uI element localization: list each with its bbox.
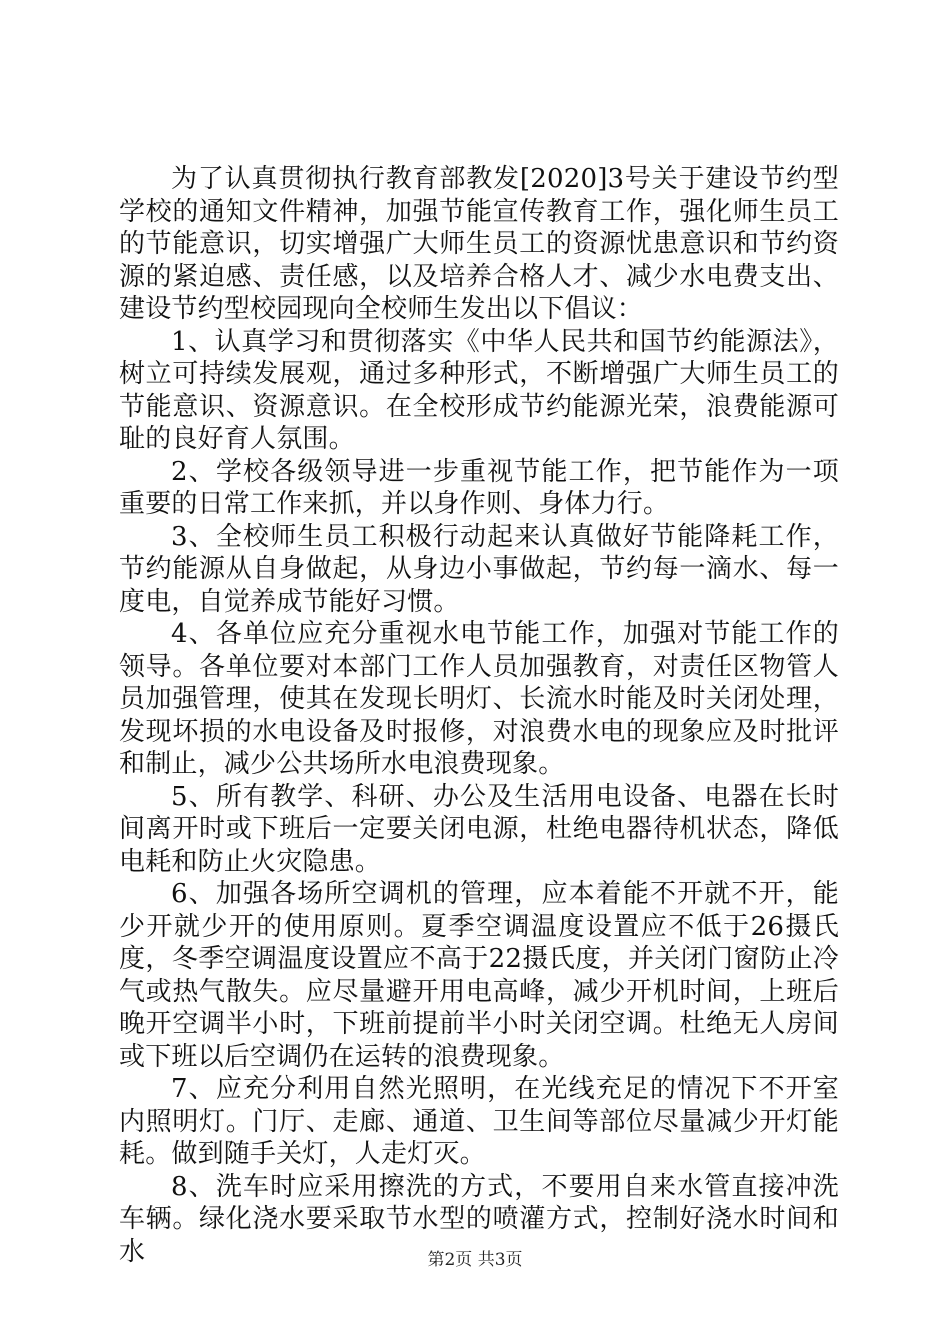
paragraph-item-8: 8、洗车时应采用擦洗的方式，不要用自来水管直接冲洗车辆。绿化浇水要采取节水型的喷灌方式，控制好浇水时间和水 xyxy=(119,1171,839,1267)
paragraph-item-5: 5、所有教学、科研、办公及生活用电设备、电器在长时间离开时或下班后一定要关闭电源，杜绝电器待机状态，降低电耗和防止火灾隐患。 xyxy=(119,781,839,877)
paragraph-item-3: 3、全校师生员工积极行动起来认真做好节能降耗工作，节约能源从自身做起，从身边小事做起，节约每一滴水、每一度电，自觉养成节能好习惯。 xyxy=(119,521,839,617)
paragraph-item-6: 6、加强各场所空调机的管理，应本着能不开就不开，能少开就少开的使用原则。夏季空调温度设置应不低于26摄氏度，冬季空调温度设置应不高于22摄氏度，并关闭门窗防止冷气或热气散失。应尽量避开用电高峰，减少开机时间，上班后晚开空调半小时，下班前提前半小时关闭空调。杜绝无人房间或下班以后空调仍在运转的浪费现象。 xyxy=(119,879,839,1072)
paragraph-item-1: 1、认真学习和贯彻落实《中华人民共和国节约能源法》，树立可持续发展观，通过多种形式，不断增强广大师生员工的节能意识、资源意识。在全校形成节约能源光荣，浪费能源可耻的良好育人氛围。 xyxy=(119,326,839,454)
page-number-label: 第2页 共3页 xyxy=(427,1250,523,1270)
document-body xyxy=(119,163,839,1268)
page-footer xyxy=(0,1245,950,1270)
paragraph-item-7: 7、应充分利用自然光照明，在光线充足的情况下不开室内照明灯。门厅、走廊、通道、卫生间等部位尽量减少开灯能耗。做到随手关灯，人走灯灭。 xyxy=(119,1074,839,1169)
paragraph-item-2: 2、学校各级领导进一步重视节能工作，把节能作为一项重要的日常工作来抓，并以身作则、身体力行。 xyxy=(119,456,839,519)
paragraph-intro: 为了认真贯彻执行教育部教发[2020]3号关于建设节约型学校的通知文件精神，加强节能宣传教育工作，强化师生员工的节能意识，切实增强广大师生员工的资源忧患意识和节约资源的紧迫感、责任感，以及培养合格人才、减少水电费支出、建设节约型校园现向全校师生发出以下倡议： xyxy=(119,164,839,324)
paragraph-item-4: 4、各单位应充分重视水电节能工作，加强对节能工作的领导。各单位要对本部门工作人员加强教育，对责任区物管人员加强管理，使其在发现长明灯、长流水时能及时关闭处理，发现坏损的水电设备及时报修，对浪费水电的现象应及时批评和制止，减少公共场所水电浪费现象。 xyxy=(119,619,839,779)
